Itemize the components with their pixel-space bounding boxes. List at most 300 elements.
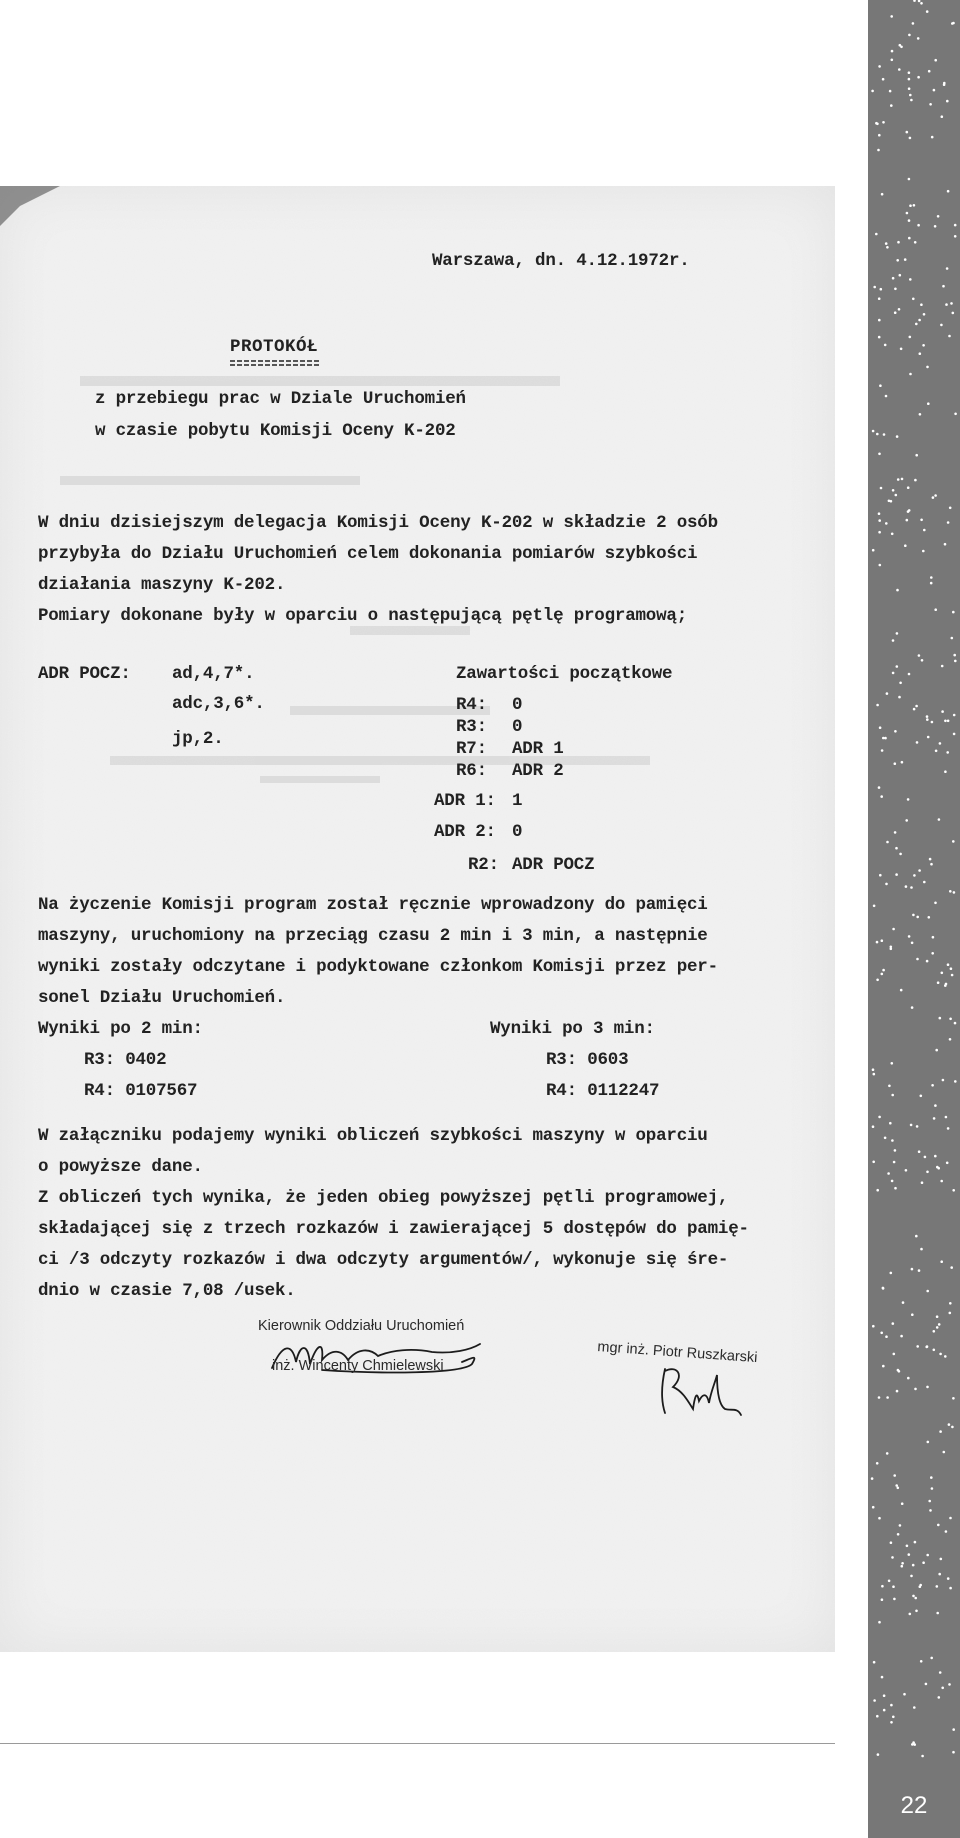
decorative-dot (939, 742, 942, 745)
decorative-dot (892, 639, 895, 642)
decorative-dot (934, 225, 937, 228)
decorative-dot (926, 1386, 929, 1389)
decorative-dot (931, 136, 934, 139)
decorative-dot (941, 115, 944, 118)
decorative-dot (926, 1290, 929, 1293)
results-3min-r4: R4: 0112247 (546, 1081, 660, 1101)
decorative-dot (929, 858, 932, 861)
decorative-dot (896, 259, 899, 262)
decorative-dot (941, 665, 944, 668)
decorative-dot (878, 786, 881, 789)
decorative-dot (949, 1302, 952, 1305)
decorative-dot (918, 0, 921, 2)
scanned-document (0, 186, 835, 1652)
decorative-dot (917, 76, 920, 79)
decorative-dot (943, 1451, 946, 1454)
decorative-dot (876, 1462, 879, 1465)
decorative-dot (906, 519, 909, 522)
register-value: 0 (512, 695, 523, 715)
decorative-dot (882, 1365, 885, 1368)
decorative-dot (929, 103, 932, 106)
decorative-dot (896, 665, 899, 668)
decorative-dot (909, 373, 912, 376)
decorative-dot (942, 1079, 945, 1082)
decorative-dot (873, 1699, 876, 1702)
decorative-dot (899, 682, 902, 685)
decorative-dot (878, 512, 881, 515)
decorative-dot (927, 402, 930, 405)
decorative-dot (900, 1335, 903, 1338)
decorative-dot (892, 489, 895, 492)
decorative-dot (917, 37, 920, 40)
decorative-dot (872, 549, 875, 552)
address-value: 1 (512, 791, 523, 811)
decorative-dot (894, 730, 897, 733)
decorative-dot (896, 589, 899, 592)
decorative-dot (890, 104, 893, 107)
decorative-dot (952, 1751, 955, 1754)
decorative-dot (892, 672, 895, 675)
decorative-dot (879, 564, 882, 567)
decorative-dot (908, 219, 911, 222)
decorative-dot (936, 1315, 939, 1318)
decorative-dot (934, 1155, 937, 1158)
decorative-dot (928, 70, 931, 73)
decorative-dot (888, 1085, 891, 1088)
decorative-dot (936, 1612, 939, 1615)
decorative-dot (886, 692, 889, 695)
decorative-dot (954, 235, 957, 238)
decorative-dot (934, 1104, 937, 1107)
intro-line: przybyła do Działu Uruchomień celem dokonania pomiarów szybkości (38, 544, 698, 564)
decorative-dot (885, 522, 888, 525)
results-2min-r4: R4: 0107567 (84, 1081, 198, 1101)
decorative-dot (931, 721, 934, 724)
decorative-dot (947, 521, 950, 524)
decorative-dot (944, 770, 947, 773)
decorative-dot (901, 478, 904, 481)
decorative-dot (954, 224, 957, 227)
decorative-dot (912, 1595, 915, 1598)
register-name: R7: (456, 739, 487, 759)
decorative-dot (900, 989, 903, 992)
decorative-dot (882, 1287, 885, 1290)
decorative-dot (951, 974, 954, 977)
decorative-dot (939, 1671, 942, 1674)
decorative-dot (890, 1272, 893, 1275)
decorative-dot (908, 71, 911, 74)
decorative-dot (898, 68, 901, 71)
decorative-dot (872, 1125, 875, 1128)
decorative-dot (884, 737, 887, 740)
decorative-dot (943, 82, 946, 85)
decorative-dot (894, 288, 897, 291)
decorative-dot (893, 1161, 896, 1164)
decorative-dot (934, 902, 937, 905)
decorative-dot (933, 1349, 936, 1352)
decorative-dot (890, 15, 893, 18)
decorative-dot (910, 886, 913, 889)
decorative-dot (880, 288, 883, 291)
decorative-dot (881, 1598, 884, 1601)
decorative-dot (913, 874, 916, 877)
results-2min-header: Wyniki po 2 min: (38, 1019, 203, 1039)
decorative-dot (909, 1613, 912, 1616)
decorative-dot (950, 1266, 953, 1269)
decorative-dot (888, 1580, 891, 1583)
decorative-dot (872, 1161, 875, 1164)
decorative-dot (936, 1326, 939, 1329)
decorative-dot (927, 736, 930, 739)
decorative-dot (909, 94, 912, 97)
decorative-dot (941, 710, 944, 713)
decorative-dot (873, 1661, 876, 1664)
decorative-dot (890, 948, 893, 951)
decorative-dot (944, 720, 947, 723)
decorative-dot (883, 1709, 886, 1712)
decorative-dot (907, 798, 910, 801)
decorative-dot (912, 298, 915, 301)
decorative-dot (928, 1500, 931, 1503)
decorative-dot (916, 958, 919, 961)
decorative-dot (951, 1426, 954, 1429)
decorative-dot (938, 1696, 941, 1699)
conclusion-line: o powyższe dane. (38, 1157, 203, 1177)
decorative-dot (949, 1587, 952, 1590)
conclusion-line: składającej się z trzech rozkazów i zawierającej 5 dostępów do pamię- (38, 1219, 749, 1239)
conclusion-line: W załączniku podajemy wyniki obliczeń szybkości maszyny w oparciu (38, 1126, 708, 1146)
decorative-dot (891, 533, 894, 536)
decorative-dot (871, 1477, 874, 1480)
decorative-dot (894, 1187, 897, 1190)
decorative-dot (913, 708, 916, 711)
decorative-dot (916, 916, 919, 919)
decorative-dot (891, 59, 894, 62)
decorative-dot (899, 1524, 902, 1527)
decorative-dot (886, 1452, 889, 1455)
decorative-dot (938, 818, 941, 821)
decorative-dot (947, 1577, 950, 1580)
decorative-dot (873, 1073, 876, 1076)
decorative-dot (923, 881, 926, 884)
decorative-dot (878, 1517, 881, 1520)
decorative-dot (898, 1370, 901, 1373)
decorative-dot (920, 1248, 923, 1251)
decorative-dot (914, 1597, 917, 1600)
register-name: R4: (456, 695, 487, 715)
decorative-dot (876, 433, 879, 436)
decorative-dot (912, 1564, 915, 1567)
decorative-dot (938, 1323, 941, 1326)
decorative-dot (913, 0, 916, 2)
decorative-dot (919, 1585, 922, 1588)
decorative-dot (946, 267, 949, 270)
register-name: R3: (456, 717, 487, 737)
decorative-dot (873, 905, 876, 908)
decorative-dot (891, 1556, 894, 1559)
decorative-dot (918, 319, 921, 322)
decorative-dot (873, 286, 876, 289)
decorative-dot (906, 212, 909, 215)
decorative-dot (880, 795, 883, 798)
decorative-dot (883, 433, 886, 436)
decorative-dot (895, 847, 898, 850)
procedure-line: maszyny, uruchomiony na przeciąg czasu 2 min i 3 min, a następnie (38, 926, 708, 946)
decorative-dot (915, 454, 918, 457)
address-name: ADR 1: (434, 791, 496, 811)
decorative-dot (892, 1322, 895, 1325)
decorative-dot (944, 543, 947, 546)
decorative-dot (882, 121, 885, 124)
decorative-dot (890, 1541, 893, 1544)
decorative-dot (891, 1180, 894, 1183)
decorative-dot (929, 1509, 932, 1512)
decorative-dot (891, 50, 894, 53)
decorative-dot (919, 352, 922, 355)
decorative-dot (930, 576, 933, 579)
decorative-dot (926, 960, 929, 963)
decorative-dot (947, 190, 950, 193)
decorative-dot (952, 611, 955, 614)
decorative-dot (894, 1149, 897, 1152)
decorative-dot (946, 751, 949, 754)
decorative-dot (907, 1377, 910, 1380)
decorative-dot (877, 1753, 880, 1756)
decorative-dot (893, 1598, 896, 1601)
decorative-dot (876, 1715, 879, 1718)
decorative-dot (892, 1716, 895, 1719)
decorative-dot (878, 319, 881, 322)
document-title: PROTOKÓŁ (230, 337, 319, 357)
decorative-dot (952, 1397, 955, 1400)
decorative-dot (896, 632, 899, 635)
decorative-dot (872, 1068, 875, 1071)
register-r2-name: R2: (468, 855, 499, 875)
decorative-dot (883, 1694, 886, 1697)
decorative-dot (898, 696, 901, 699)
decorative-dot (879, 726, 882, 729)
decorative-dot (871, 90, 874, 93)
decorative-dot (905, 819, 908, 822)
decorative-dot (901, 761, 904, 764)
decorative-dot (919, 413, 922, 416)
decorative-dot (901, 1562, 904, 1565)
decorative-dot (916, 1345, 919, 1348)
decorative-dot (894, 762, 897, 765)
decorative-dot (885, 395, 888, 398)
decorative-dot (888, 500, 891, 503)
decorative-dot (909, 278, 912, 281)
decorative-dot (935, 750, 938, 753)
decorative-dot (892, 277, 895, 280)
program-line: ad,4,7*. (172, 664, 255, 684)
decorative-dot (915, 323, 918, 326)
decorative-dot (921, 1755, 924, 1758)
decorative-dot (953, 654, 956, 657)
decorative-dot (940, 1558, 943, 1561)
decorative-dot (933, 1117, 936, 1120)
decorative-dot (880, 1332, 883, 1335)
decorative-dot (915, 705, 918, 708)
decorative-dot (939, 1353, 942, 1356)
decorative-dot (930, 1476, 933, 1479)
decorative-dot (906, 131, 909, 134)
decorative-dot (885, 242, 888, 245)
decorative-dot (912, 914, 915, 917)
decorative-dot (909, 204, 912, 207)
decorative-dot (954, 1022, 957, 1025)
decorative-dot (921, 1181, 924, 1184)
decorative-dot (935, 1049, 938, 1052)
decorative-dot (878, 297, 881, 300)
decorative-dot (920, 1660, 923, 1663)
decorative-dot (876, 123, 879, 126)
conclusion-line: Z obliczeń tych wynika, że jeden obieg powyższej pętli programowej, (38, 1188, 729, 1208)
decorative-dot (890, 1704, 893, 1707)
decorative-dot (894, 831, 897, 834)
decorative-dot (918, 1150, 921, 1153)
subtitle-line: z przebiegu prac w Dziale Uruchomień (95, 389, 466, 409)
intro-line: Pomiary dokonane były w oparciu o następującą pętlę programową; (38, 606, 688, 626)
decorative-dot (905, 885, 908, 888)
decorative-dot (931, 1084, 934, 1087)
decorative-dot (879, 874, 882, 877)
decorative-dot (930, 1657, 933, 1660)
intro-line: działania maszyny K-202. (38, 575, 286, 595)
decorative-dot (918, 1269, 921, 1272)
decorative-dot (897, 1533, 900, 1536)
decorative-dot (891, 1139, 894, 1142)
decorative-dot (937, 1167, 940, 1170)
decorative-dot (893, 1474, 896, 1477)
decorative-dot (934, 59, 937, 62)
decorative-dot (930, 582, 933, 585)
decorative-dot (878, 1396, 881, 1399)
procedure-line: Na życzenie Komisji program został ręcznie wprowadzony do pamięci (38, 895, 708, 915)
decorative-dot (891, 1062, 894, 1065)
decorative-dot (886, 1396, 889, 1399)
decorative-dot (949, 507, 952, 510)
decorative-dot (889, 90, 892, 93)
decorative-dot (896, 1390, 899, 1393)
decorative-dot (952, 1189, 955, 1192)
decorative-dot (953, 733, 956, 736)
decorative-dot (907, 510, 910, 513)
decorative-dot (941, 1687, 944, 1690)
decorative-dot (878, 65, 881, 68)
decorative-dot (953, 891, 956, 894)
decorative-dot (877, 149, 880, 152)
decorative-dot (875, 233, 878, 236)
signature-right-scribble (655, 1361, 745, 1421)
decorative-dot (903, 1693, 906, 1696)
results-3min-r3: R3: 0603 (546, 1050, 629, 1070)
footer-divider (0, 1743, 835, 1744)
decorative-dot (876, 704, 879, 707)
decorative-dot (891, 1094, 894, 1097)
decorative-dot (916, 1125, 919, 1128)
conclusion-line: dnio w czasie 7,08 /usek. (38, 1281, 296, 1301)
decorative-dot (892, 1585, 895, 1588)
decorative-dot (897, 1487, 900, 1490)
decorative-dot (926, 715, 929, 718)
decorative-dot (872, 1506, 875, 1509)
decorative-dot (939, 1430, 942, 1433)
decorative-dot (926, 10, 929, 13)
decorative-dot (907, 486, 910, 489)
decorative-dot (913, 1706, 916, 1709)
decorative-dot (928, 916, 931, 919)
decorative-dot (954, 413, 957, 416)
dot-pattern-icon (868, 0, 960, 1838)
decorative-dot (892, 928, 895, 931)
decorative-dot (876, 941, 879, 944)
page-number: 22 (900, 1792, 928, 1819)
decorative-dot (899, 274, 902, 277)
decorative-dot (884, 344, 887, 347)
decorative-dot (887, 1172, 890, 1175)
initial-values-header: Zawartości początkowe (456, 664, 673, 684)
decorative-dot (899, 853, 902, 856)
decorative-dot (949, 1038, 952, 1041)
results-2min-r3: R3: 0402 (84, 1050, 167, 1070)
decorative-dot (947, 963, 950, 966)
decorative-dot (949, 890, 952, 893)
decorative-dot (893, 1353, 896, 1356)
decorative-dot (915, 1235, 918, 1238)
decorative-dot (940, 324, 943, 327)
title-underline (230, 358, 322, 368)
decorative-dot (910, 1124, 913, 1127)
decorative-dot (876, 1189, 879, 1192)
decorative-dot (911, 1268, 914, 1271)
decorative-dot (908, 673, 911, 676)
decorative-dot (878, 453, 881, 456)
decorative-dot (885, 883, 888, 886)
decorative-dot (946, 1162, 949, 1165)
decorative-dot (894, 311, 897, 314)
intro-line: W dniu dzisiejszym delegacja Komisji Oceny K-202 w składzie 2 osób (38, 513, 718, 533)
decorative-dot (954, 660, 957, 663)
decorative-dot (895, 873, 898, 876)
decorative-dot (949, 1517, 952, 1520)
decorative-dot (918, 869, 921, 872)
decorative-dot (931, 1487, 934, 1490)
decorative-dot (930, 863, 933, 866)
address-name: ADR 2: (434, 822, 496, 842)
decorative-dot (941, 972, 944, 975)
decorative-dot (947, 1127, 950, 1130)
decorative-dot (933, 1330, 936, 1333)
results-3min-header: Wyniki po 3 min: (490, 1019, 655, 1039)
decorative-dot (908, 34, 911, 37)
decorative-dot (900, 348, 903, 351)
decorative-dot (914, 479, 917, 482)
decorative-dot (950, 967, 953, 970)
decorative-dot (926, 1345, 929, 1348)
decorative-dot (937, 981, 940, 984)
decorative-dot (878, 531, 881, 534)
decorative-dot (946, 100, 949, 103)
decorative-dot (902, 1301, 905, 1304)
decorative-dot (901, 1502, 904, 1505)
decorative-dot (880, 487, 883, 490)
decorative-dot (882, 969, 885, 972)
decorative-dot (923, 529, 926, 532)
decorative-dot (926, 366, 929, 369)
decorative-dot (918, 654, 921, 657)
decorative-dot (884, 1137, 887, 1140)
